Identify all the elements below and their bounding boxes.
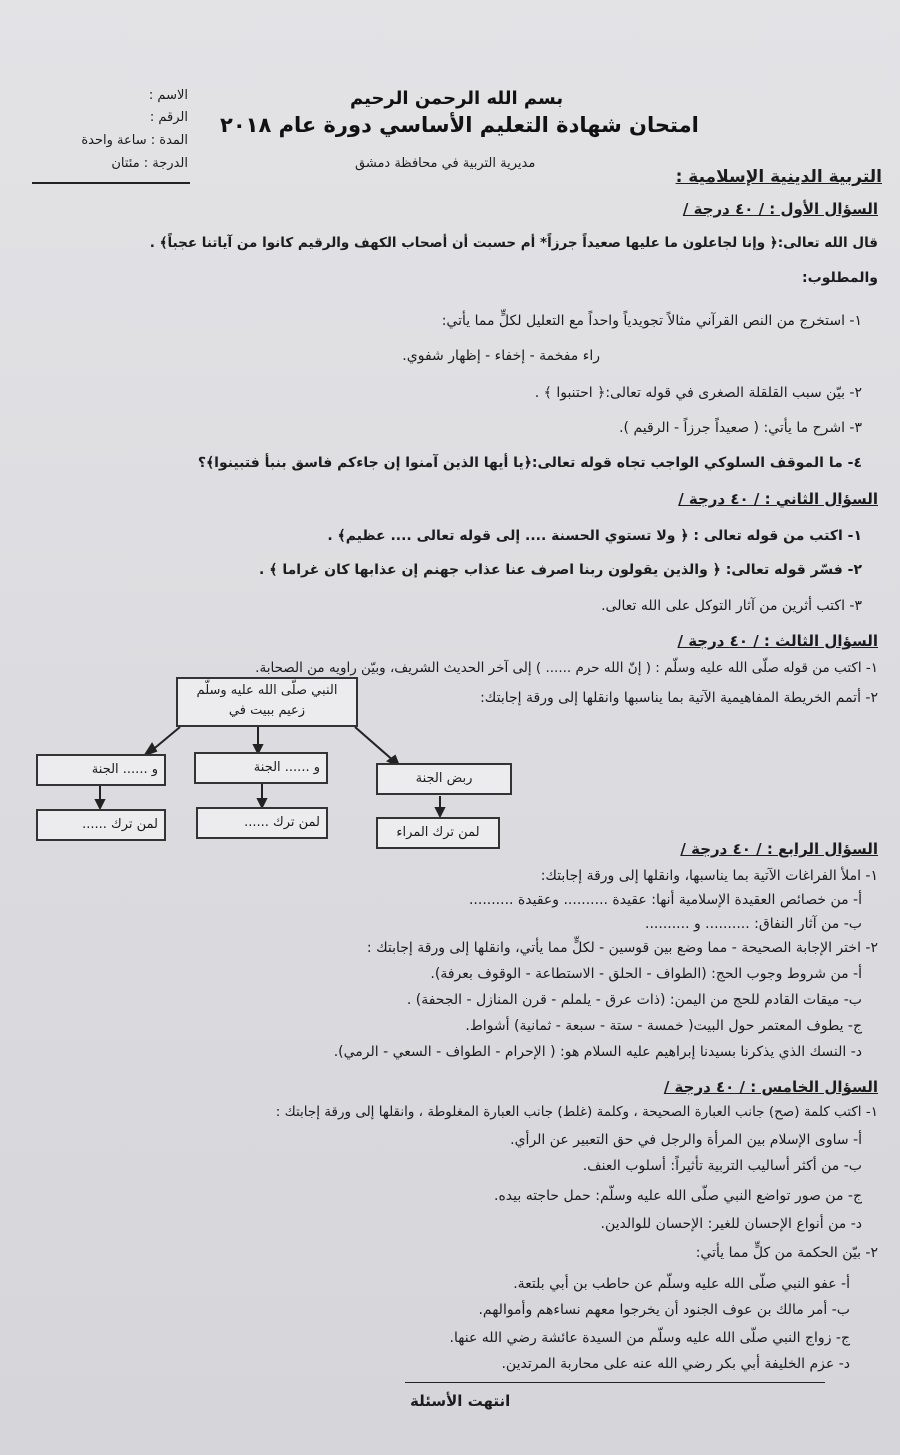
- q3-item2: ٢- أتمم الخريطة المفاهيمية الآتية بما يناسبها وانقلها إلى ورقة إجابتك:: [480, 690, 878, 706]
- q1-verse: قال الله تعالى:﴿ وإنا لجاعلون ما عليها صعيداً جرزاً* أم حسبت أن أصحاب الكهف والرقيم كانوا من آياتنا عجباً﴾ .: [149, 235, 878, 251]
- q2-item3: ٣- اكتب أثرين من آثار التوكل على الله تعالى.: [601, 598, 862, 614]
- q1-item3: ٣- اشرح ما يأتي: ( صعيداً جرزاً - الرقيم ).: [619, 420, 862, 436]
- q5-item2a: أ- عفو النبي صلّى الله عليه وسلّم عن حاطب بن أبي بلتعة.: [513, 1276, 850, 1292]
- q5-item1c: ج- من صور تواضع النبي صلّى الله عليه وسلّم: حمل حاجته بيده.: [494, 1188, 862, 1204]
- q1-item4: ٤- ما الموقف السلوكي الواجب تجاه قوله تعالى:﴿يا أيها الذين آمنوا إن جاءكم فاسق بنبأ فتبينوا﴾؟: [197, 455, 862, 471]
- concept-map-root: النبي صلّى الله عليه وسلّم زعيم ببيت في: [176, 677, 358, 727]
- q5-item1a: أ- ساوى الإسلام بين المرأة والرجل في حق التعبير عن الرأي.: [510, 1132, 862, 1148]
- exam-title: امتحان شهادة التعليم الأساسي دورة عام ٢٠١٨: [220, 113, 699, 137]
- concept-map-leaf-3: لمن ترك ......: [36, 809, 166, 841]
- q4-item2a: أ- من شروط وجوب الحج: (الطواف - الحلق - الاستطاعة - الوقوف بعرفة).: [430, 966, 862, 982]
- q2-item2: ٢- فسّر قوله تعالى: ﴿ والذين يقولون ربنا اصرف عنا عذاب جهنم إن عذابها كان غراما ﴾ .: [259, 562, 862, 578]
- concept-map-leaf-2: لمن ترك ......: [196, 807, 328, 839]
- q3-title: السؤال الثالث : / ٤٠ درجة /: [677, 632, 878, 650]
- q5-item2d: د- عزم الخليفة أبي بكر رضي الله عنه على محاربة المرتدين.: [501, 1356, 850, 1372]
- q1-item1-options: راء مفخمة - إخفاء - إظهار شفوي.: [402, 348, 600, 364]
- q1-required: والمطلوب:: [802, 270, 878, 286]
- q2-title: السؤال الثاني : / ٤٠ درجة /: [678, 490, 878, 508]
- q4-item1: ١- املأ الفراغات الآتية بما يناسبها، وانقلها إلى ورقة إجابتك:: [540, 868, 878, 884]
- concept-map-node-3: و ...... الجنة: [36, 754, 166, 786]
- closing-rule: [405, 1382, 825, 1383]
- concept-map-node-1: ربض الجنة: [376, 763, 512, 795]
- directorate: مديرية التربية في محافظة دمشق: [355, 156, 536, 171]
- footer-end-of-questions: انتهت الأسئلة: [410, 1392, 511, 1410]
- field-name: الاسم :: [148, 88, 188, 103]
- field-number: الرقم :: [149, 110, 188, 125]
- q4-title: السؤال الرابع : / ٤٠ درجة /: [680, 840, 878, 858]
- q1-title: السؤال الأول : / ٤٠ درجة /: [682, 200, 878, 218]
- q4-item2b: ب- ميقات القادم للحج من اليمن: (ذات عرق - يلملم - قرن المنازل - الجحفة) .: [406, 992, 862, 1008]
- concept-map-leaf-1: لمن ترك المراء: [376, 817, 500, 849]
- field-mark: الدرجة : مئتان: [111, 156, 188, 171]
- q5-item2b: ب- أمر مالك بن عوف الجنود أن يخرجوا معهم نساءهم وأموالهم.: [478, 1302, 850, 1318]
- q4-item2d: د- النسك الذي يذكرنا بسيدنا إبراهيم عليه السلام هو: ( الإحرام - الطواف - السعي - الرمي).: [333, 1044, 862, 1060]
- q5-item2c: ج- زواج النبي صلّى الله عليه وسلّم من السيدة عائشة رضي الله عنها.: [449, 1330, 850, 1346]
- q5-item1b: ب- من أكثر أساليب التربية تأثيراً: أسلوب العنف.: [582, 1158, 862, 1174]
- q5-item1d: د- من أنواع الإحسان للغير: الإحسان للوالدين.: [600, 1216, 862, 1232]
- q5-title: السؤال الخامس : / ٤٠ درجة /: [663, 1078, 878, 1096]
- q4-item2: ٢- اختر الإجابة الصحيحة - مما وضع بين قوسين - لكلٍّ مما يأتي، وانقلها إلى ورقة إجابتك :: [366, 940, 878, 956]
- q4-item2c: ج- يطوف المعتمر حول البيت( خمسة - ستة - سبعة - ثمانية) أشواط.: [465, 1018, 862, 1034]
- basmala: بسم الله الرحمن الرحيم: [350, 88, 564, 109]
- subject-title: التربية الدينية الإسلامية :: [675, 167, 882, 187]
- q1-item1: ١- استخرج من النص القرآني مثالاً تجويدياً واحداً مع التعليل لكلٍّ مما يأتي:: [441, 313, 862, 329]
- field-duration: المدة : ساعة واحدة: [81, 133, 188, 148]
- concept-map-node-2: و ...... الجنة: [194, 752, 328, 784]
- q5-item1: ١- اكتب كلمة (صح) جانب العبارة الصحيحة ، وكلمة (غلط) جانب العبارة المغلوطة ، وانقلها إلى ورقة إجابتك :: [275, 1104, 878, 1120]
- q1-item2: ٢- بيّن سبب القلقلة الصغرى في قوله تعالى:﴿ احتنبوا ﴾ .: [534, 385, 862, 401]
- q3-item1: ١- اكتب من قوله صلّى الله عليه وسلّم : ( إنّ الله حرم ...... ) إلى آخر الحديث الشريف، وبيّن راويه من الصحابة.: [255, 660, 878, 676]
- q4-item1b: ب- من آثار النفاق: .......... و ..........: [645, 916, 862, 932]
- q2-item1: ١- اكتب من قوله تعالى : ﴿ ولا تستوي الحسنة .... إلى قوله تعالى .... عظيم﴾ .: [327, 528, 862, 544]
- q4-item1a: أ- من خصائص العقيدة الإسلامية أنها: عقيدة .......... وعقيدة ..........: [468, 892, 862, 908]
- q5-item2: ٢- بيّن الحكمة من كلٍّ مما يأتي:: [695, 1245, 878, 1261]
